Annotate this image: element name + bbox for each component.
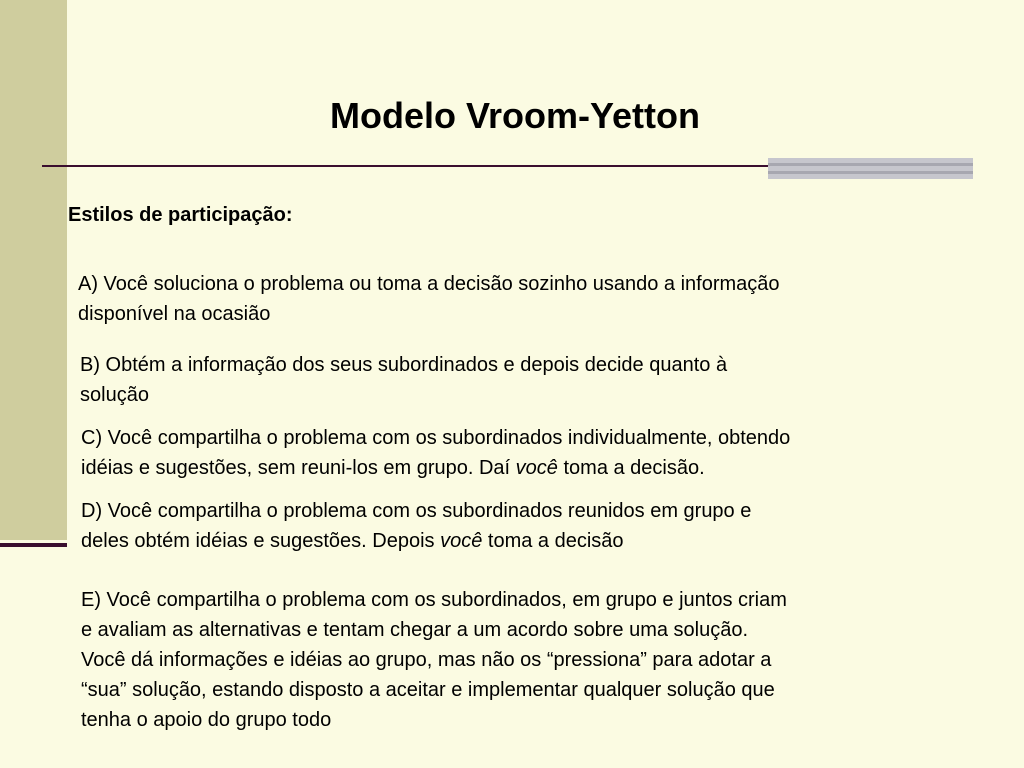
list-item (81, 496, 1011, 556)
item-text-line: tenha o apoio do grupo todo (81, 709, 332, 731)
item-text-line: A) Você soluciona o problema ou toma a decisão sozinho usando a informação (78, 273, 780, 295)
list-item (80, 350, 1010, 410)
left-bar-underline (0, 543, 67, 547)
item-text-line: “sua” solução, estando disposto a aceitar e implementar qualquer solução que (81, 679, 775, 701)
slide-subtitle: Estilos de participação: (68, 204, 293, 226)
item-text-fragment: deles obtém idéias e sugestões. Depois (81, 530, 441, 552)
item-text-fragment: toma a decisão. (557, 457, 705, 479)
title-accent-bar (768, 158, 973, 179)
item-text-fragment: toma a decisão (482, 530, 624, 552)
list-item (81, 585, 1011, 735)
item-text-line: e avaliam as alternativas e tentam chegar a um acordo sobre uma solução. (81, 619, 749, 641)
list-item (78, 269, 1008, 329)
item-text-line: E) Você compartilha o problema com os subordinados, em grupo e juntos criam (81, 589, 787, 611)
item-text-line: C) Você compartilha o problema com os subordinados individualmente, obtendo (81, 427, 791, 449)
accent-stripe (768, 171, 973, 174)
item-text-line: Você dá informações e idéias ao grupo, mas não os “pressiona” para adotar a (81, 649, 772, 671)
list-item (81, 423, 1011, 483)
item-text-fragment: idéias e sugestões, sem reuni-los em grupo. Daí (81, 457, 516, 479)
item-text-line: D) Você compartilha o problema com os subordinados reunidos em grupo e (81, 500, 752, 522)
left-decorative-bar (0, 0, 67, 540)
slide-title: Modelo Vroom-Yetton (329, 95, 700, 136)
item-emphasis: você (515, 457, 558, 479)
item-text-line: disponível na ocasião (78, 303, 271, 325)
title-divider (42, 165, 769, 167)
accent-stripe (768, 163, 973, 166)
item-text-line: solução (80, 384, 149, 406)
item-text-line: B) Obtém a informação dos seus subordinados e depois decide quanto à (80, 354, 728, 376)
item-emphasis: você (440, 530, 483, 552)
